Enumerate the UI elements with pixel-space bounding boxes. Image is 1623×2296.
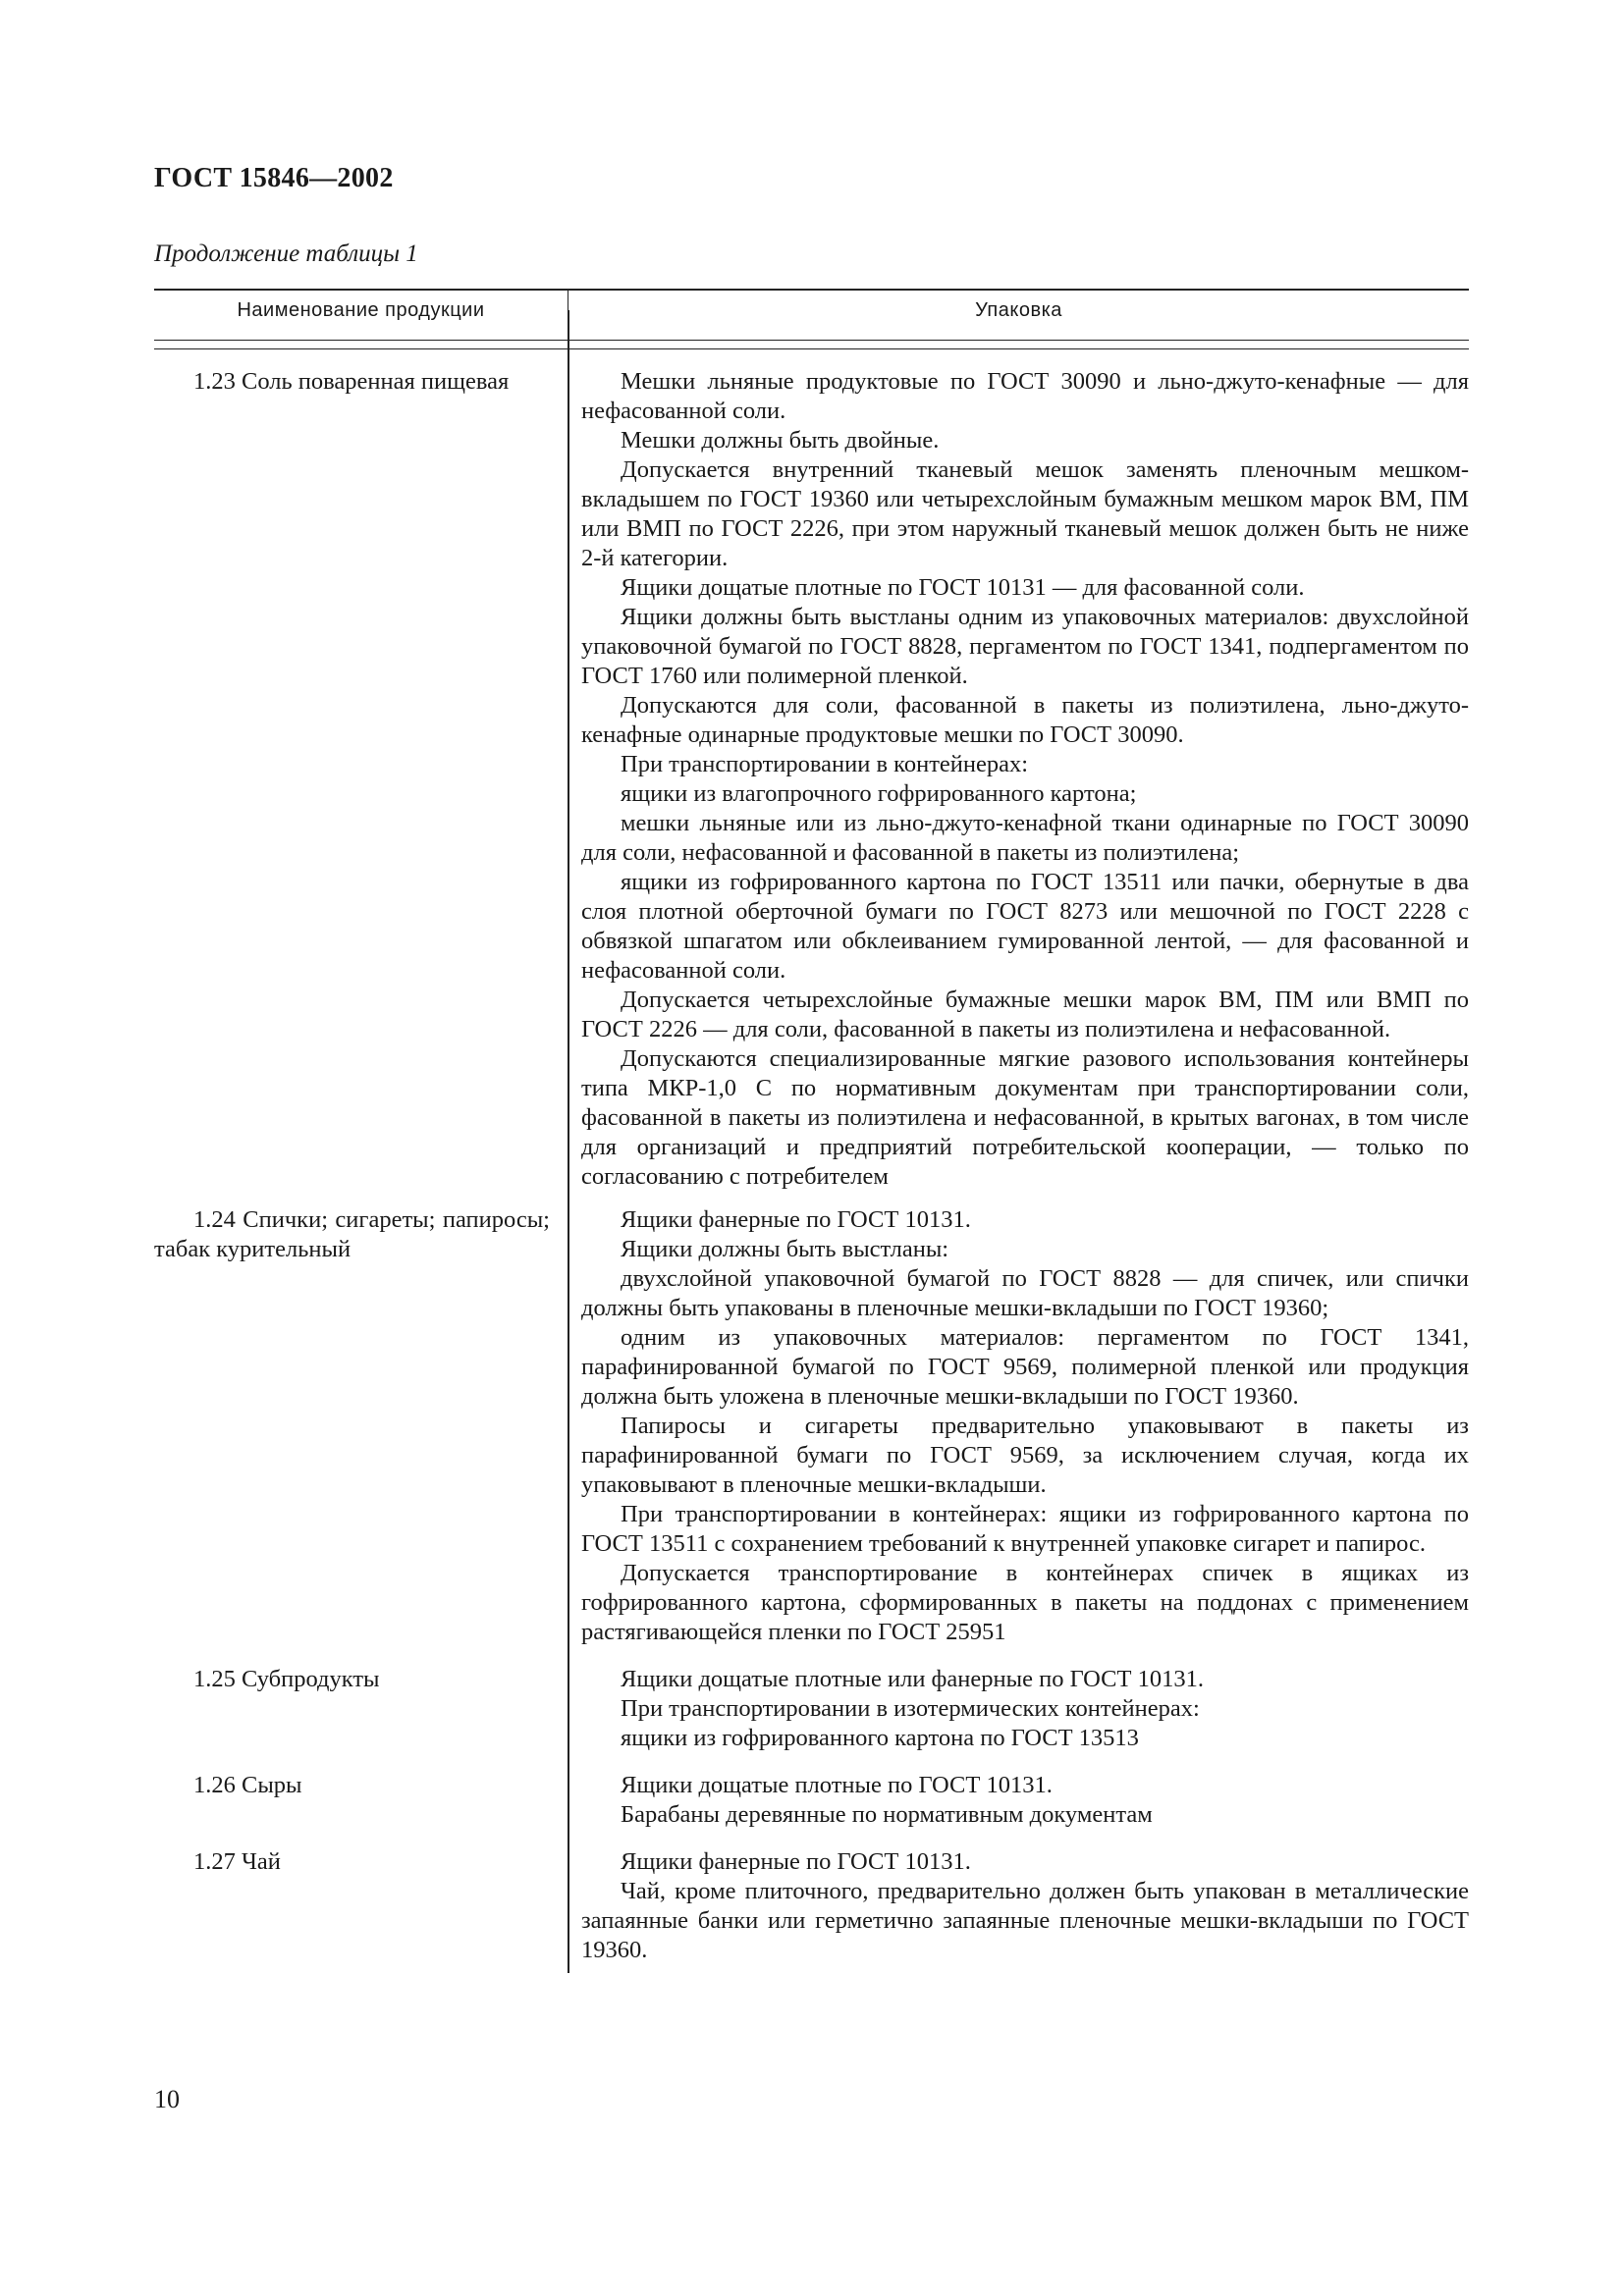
packaging-table <box>154 289 1469 1965</box>
packaging-paragraph: Допускаются специализированные мягкие разового использования контейнеры типа МКР-1,0 С по нормативным документам при транспортировании соли, фасованной в пакеты из полиэтилена и нефасованной, в крытых вагонах, в том числе для организаций и предприятий потребительской кооперации, — только по согласованию с потребителем <box>581 1045 1469 1190</box>
packaging-paragraph: одним из упаковочных материалов: пергаментом по ГОСТ 1341, парафинированной бумагой по ГОСТ 9569, полимерной пленкой или продукция должна быть уложена в пленочные мешки-вкладыши по ГОСТ 19360. <box>581 1324 1469 1410</box>
packaging-paragraph: Ящики дощатые плотные по ГОСТ 10131 — для фасованной соли. <box>621 574 1305 601</box>
table-body <box>154 367 1469 1965</box>
product-name-cell <box>154 1205 568 1647</box>
packaging-cell <box>568 367 1469 1192</box>
packaging-paragraph: Ящики фанерные по ГОСТ 10131. <box>621 1848 971 1875</box>
packaging-cell <box>568 1665 1469 1753</box>
page-number: 10 <box>154 2085 180 2113</box>
packaging-cell <box>568 1847 1469 1965</box>
packaging-paragraph: Папиросы и сигареты предварительно упаковывают в пакеты из парафинированной бумаги по ГОСТ 9569, за исключением случая, когда их упаковывают в пленочные мешки-вкладыши. <box>581 1413 1469 1498</box>
packaging-paragraph: двухслойной упаковочной бумагой по ГОСТ 8828 — для спичек, или спички должны быть упакованы в пленочные мешки-вкладыши по ГОСТ 19360; <box>581 1265 1469 1321</box>
packaging-cell <box>568 1205 1469 1647</box>
table-row <box>154 1847 1469 1965</box>
product-name-cell <box>154 367 568 1192</box>
packaging-cell <box>568 1771 1469 1830</box>
column-header-product: Наименование продукции <box>154 291 568 340</box>
packaging-paragraph: Допускается внутренний тканевый мешок заменять пленочным мешком-вкладышем по ГОСТ 19360 или четырехслойным бумажным мешком марок ВМ, ПМ или ВМП по ГОСТ 2226, при этом наружный тканевый мешок должен быть не ниже 2-й категории. <box>581 456 1469 571</box>
table-row <box>154 367 1469 1192</box>
column-header-packaging: Упаковка <box>975 299 1062 321</box>
table-header-row <box>154 291 1469 341</box>
table-row <box>154 1205 1469 1647</box>
packaging-paragraph: Допускается транспортирование в контейнерах спичек в ящиках из гофрированного картона, сформированных в пакеты на поддонах с применением растягивающейся пленки по ГОСТ 25951 <box>581 1560 1469 1645</box>
packaging-paragraph: Ящики должны быть выстланы одним из упаковочных материалов: двухслойной упаковочной бумагой по ГОСТ 8828, пергаментом по ГОСТ 1341, подпергаментом по ГОСТ 1760 или полимерной пленкой. <box>581 604 1469 689</box>
packaging-paragraph: мешки льняные или из льно-джуто-кенафной ткани одинарные по ГОСТ 30090 для соли, нефасованной и фасованной в пакеты из полиэтилена; <box>581 810 1469 866</box>
packaging-paragraph: ящики из гофрированного картона по ГОСТ 13511 или пачки, обернутые в два слоя плотной оберточной бумаги по ГОСТ 8273 или мешочной по ГОСТ 2228 с обвязкой шпагатом или обклеиванием гумированной лентой, — для фасованной и нефасованной соли. <box>581 869 1469 984</box>
product-name: 1.25 Субпродукты <box>193 1666 380 1692</box>
product-name: 1.24 Спички; сигареты; папиросы; табак курительный <box>154 1206 550 1262</box>
packaging-paragraph: Чай, кроме плиточного, предварительно должен быть упакован в металлические запаянные банки или герметично запаянные пленочные мешки-вкладыши по ГОСТ 19360. <box>581 1878 1469 1963</box>
packaging-paragraph: Допускается четырехслойные бумажные мешки марок ВМ, ПМ или ВМП по ГОСТ 2226 — для соли, фасованной в пакеты из полиэтилена и нефасованной. <box>581 987 1469 1042</box>
column-divider <box>568 310 569 1973</box>
product-name: 1.23 Соль поваренная пищевая <box>193 368 510 395</box>
table-row <box>154 1665 1469 1753</box>
packaging-paragraph: При транспортировании в контейнерах: ящики из гофрированного картона по ГОСТ 13511 с сохранением требований к внутренней упаковке сигарет и папирос. <box>581 1501 1469 1557</box>
document-code: ГОСТ 15846—2002 <box>154 163 394 193</box>
packaging-paragraph: При транспортировании в контейнерах: <box>621 751 1029 777</box>
packaging-paragraph: Ящики дощатые плотные или фанерные по ГОСТ 10131. <box>621 1666 1204 1692</box>
product-name-cell <box>154 1771 568 1830</box>
product-name: 1.26 Сыры <box>193 1772 302 1798</box>
packaging-paragraph: При транспортировании в изотермических контейнерах: <box>621 1695 1200 1722</box>
packaging-paragraph: Ящики фанерные по ГОСТ 10131. <box>621 1206 971 1233</box>
packaging-paragraph: ящики из гофрированного картона по ГОСТ 13513 <box>621 1725 1139 1751</box>
packaging-paragraph: Ящики дощатые плотные по ГОСТ 10131. <box>621 1772 1053 1798</box>
packaging-paragraph: Допускаются для соли, фасованной в пакеты из полиэтилена, льно-джуто-кенафные одинарные продуктовые мешки по ГОСТ 30090. <box>581 692 1469 748</box>
product-name: 1.27 Чай <box>193 1848 281 1875</box>
table-row <box>154 1771 1469 1830</box>
table-caption: Продолжение таблицы 1 <box>154 240 418 267</box>
header-double-rule <box>154 341 1469 349</box>
packaging-paragraph: Мешки льняные продуктовые по ГОСТ 30090 и льно-джуто-кенафные — для нефасованной соли. <box>581 368 1469 424</box>
product-name-cell <box>154 1847 568 1965</box>
packaging-paragraph: Мешки должны быть двойные. <box>621 427 940 454</box>
packaging-paragraph: ящики из влагопрочного гофрированного картона; <box>621 780 1137 807</box>
product-name-cell <box>154 1665 568 1753</box>
packaging-paragraph: Барабаны деревянные по нормативным документам <box>621 1801 1153 1828</box>
packaging-paragraph: Ящики должны быть выстланы: <box>621 1236 949 1262</box>
